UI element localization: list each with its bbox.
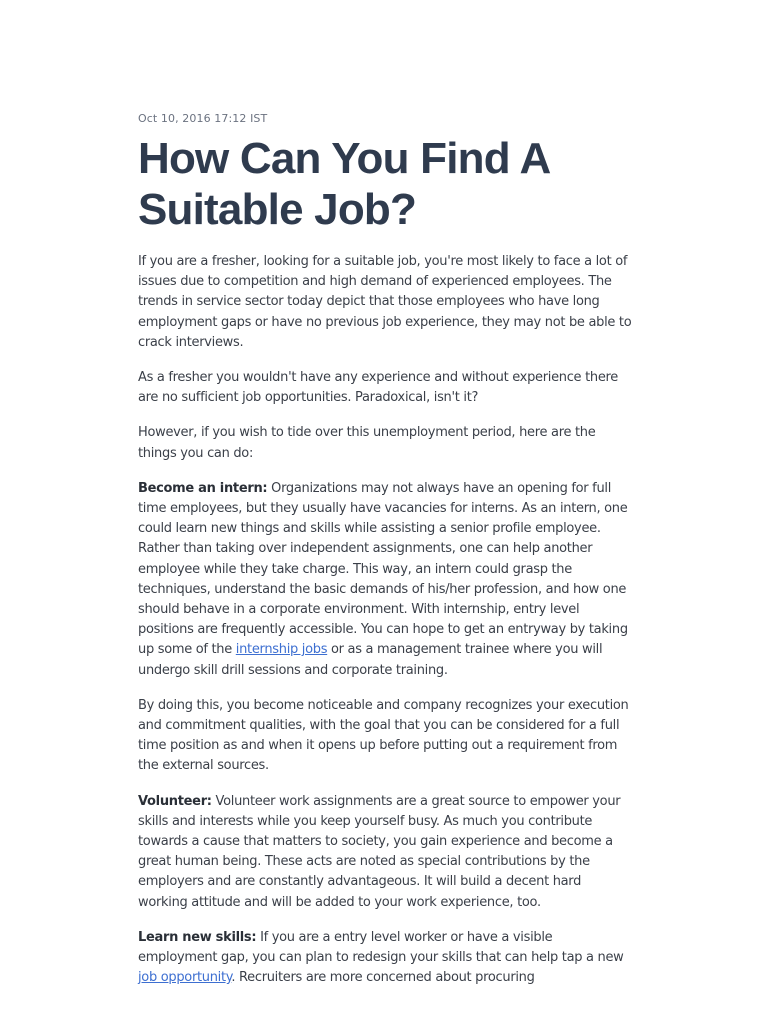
article: [138, 112, 632, 1004]
internship-jobs-link[interactable]: internship jobs: [235, 642, 328, 658]
intern-heading: Become an intern:: [138, 480, 268, 496]
volunteer-paragraph: [138, 792, 632, 913]
skills-paragraph: [138, 928, 632, 989]
skills-text-before-link: If you are a entry level worker or have a visible employment gap, you can plan to redesign your skills that can help tap a new: [138, 929, 624, 966]
intern-text-after-link: or as a management trainee where you will undergo skill drill sessions and corporate training.: [138, 642, 603, 678]
transition-paragraph: However, if you wish to tide over this unemployment period, here are the things you can do:: [138, 425, 596, 461]
skills-text-after-link: . Recruiters are more concerned about procuring: [231, 970, 535, 986]
job-opportunity-link[interactable]: job opportunity: [138, 970, 232, 986]
volunteer-text: Volunteer work assignments are a great source to empower your skills and interests while you keep yourself busy. As much you contribute towards a cause that matters to society, you gain experience and become a great human being. These acts are noted as special contributions by the employers and are constantly advantageous. It will build a decent hard working attitude and will be added to your work experience, too.: [138, 793, 621, 910]
paradox-paragraph: As a fresher you wouldn't have any experience and without experience there are no sufficient job opportunities. Paradoxical, isn't it?: [138, 370, 618, 406]
publish-date: Oct 10, 2016 17:12 IST: [138, 112, 268, 125]
intern-text-before-link: Organizations may not always have an opening for full time employees, but they usually have vacancies for interns. As an intern, one could learn new things and skills while assisting a senior profile employee. Rather than taking over independent assignments, one can help another employee while they take charge. This way, an intern could grasp the techniques, understand the basic demands of his/her profession, and how one should behave in a corporate environment. With internship, entry level positions are frequently accessible. You can hope to get an entryway by taking up some of the: [138, 480, 628, 658]
intro-paragraph: If you are a fresher, looking for a suitable job, you're most likely to face a lot of issues due to competition and high demand of experienced employees. The trends in service sector today depict that those employees who have long employment gaps or have no previous job experience, they may not be able to crack interviews.: [138, 254, 632, 350]
noticeable-paragraph: By doing this, you become noticeable and company recognizes your execution and commitment qualities, with the goal that you can be considered for a full time position as and when it opens up before putting out a requirement from the external sources.: [138, 697, 629, 774]
skills-heading: Learn new skills:: [138, 929, 257, 945]
volunteer-heading: Volunteer:: [138, 793, 212, 809]
intern-paragraph: [138, 479, 632, 681]
article-title: How Can You Find A Suitable Job?: [138, 134, 549, 234]
